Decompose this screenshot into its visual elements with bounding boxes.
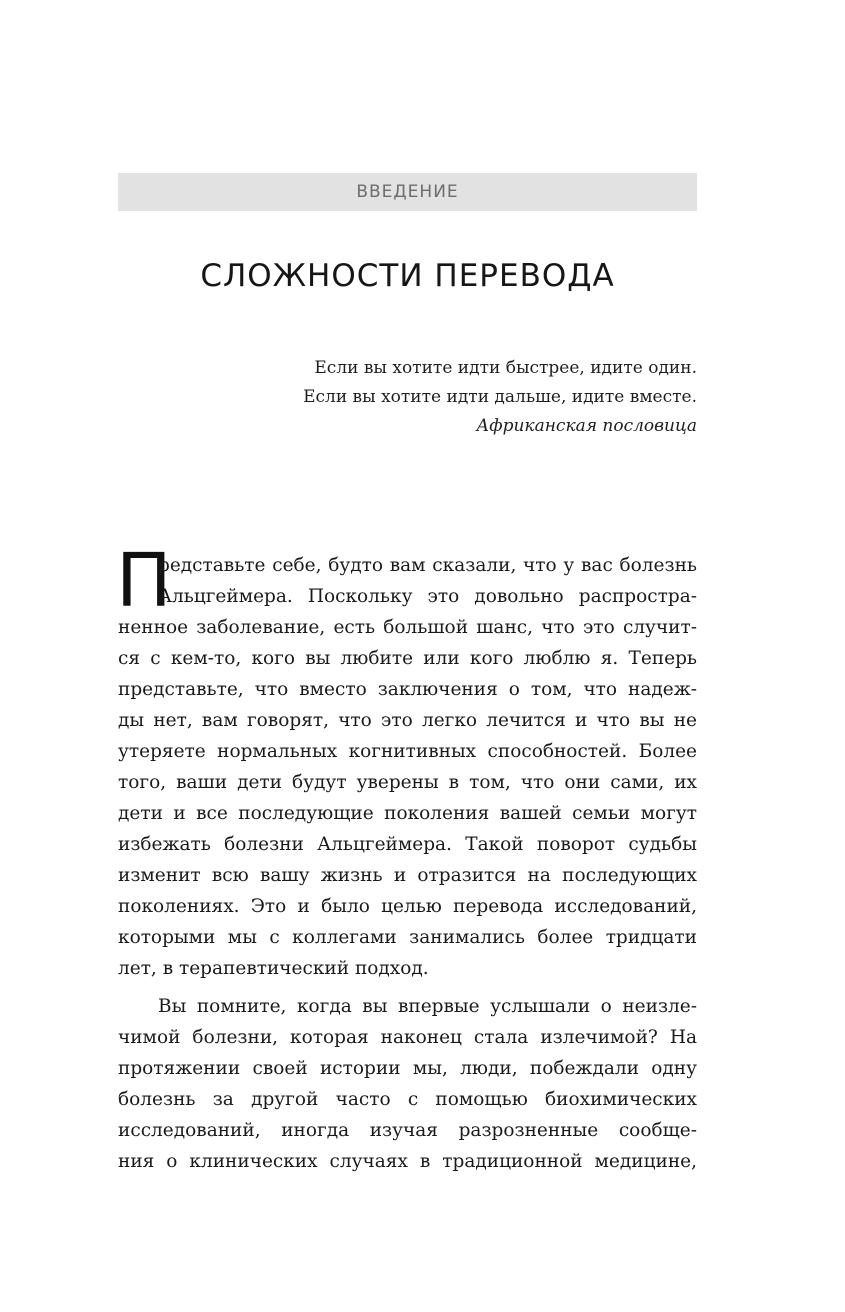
- text-line: ненное заболевание, есть большой шанс, что это случит-: [118, 617, 697, 638]
- text-line: болезнь за другой часто с помощью биохимических: [118, 1089, 697, 1110]
- text-line: лет, в терапевтический подход.: [118, 958, 429, 979]
- text-line: Альцгеймера. Поскольку это довольно распростра-: [158, 586, 697, 607]
- section-header: [118, 173, 697, 211]
- text-line: чимой болезни, которая наконец стала излечимой? На: [118, 1027, 697, 1048]
- paragraph-2: [118, 991, 697, 1177]
- text-line: избежать болезни Альцгеймера. Такой поворот судьбы: [118, 834, 697, 855]
- epigraph: [250, 354, 697, 441]
- paragraph-1: [116, 538, 697, 984]
- section-label: ВВЕДЕНИЕ: [356, 182, 459, 202]
- text-line: ды нет, вам говорят, что это легко лечится и что вы не: [118, 710, 697, 731]
- chapter-title: СЛОЖНОСТИ ПЕРЕВОДА: [200, 258, 615, 294]
- drop-cap: П: [116, 538, 172, 624]
- text-line: редставьте себе, будто вам сказали, что у вас болезнь: [158, 555, 697, 576]
- text-line: дети и все последующие поколения вашей семьи могут: [118, 803, 697, 824]
- text-line: ния о клинических случаях в традиционной медицине,: [118, 1151, 697, 1172]
- text-line: изменит всю вашу жизнь и отразится на последующих: [118, 865, 697, 886]
- epigraph-line: Если вы хотите идти быстрее, идите один.: [314, 358, 697, 378]
- text-line: утеряете нормальных когнитивных способностей. Более: [118, 741, 697, 762]
- text-line: того, ваши дети будут уверены в том, что они сами, их: [118, 772, 697, 793]
- text-line: исследований, иногда изучая разрозненные сообще-: [118, 1120, 697, 1141]
- epigraph-line: Если вы хотите идти дальше, идите вместе.: [303, 387, 697, 407]
- text-line: Вы помните, когда вы впервые услышали о неизле-: [158, 996, 697, 1017]
- epigraph-attribution: Африканская пословица: [476, 416, 697, 436]
- text-line: ся с кем-то, кого вы любите или кого люблю я. Теперь: [118, 648, 697, 669]
- text-line: представьте, что вместо заключения о том, что надеж-: [118, 679, 697, 700]
- text-line: поколениях. Это и было целью перевода исследований,: [118, 896, 697, 917]
- text-line: которыми мы с коллегами занимались более тридцати: [118, 927, 697, 948]
- text-line: протяжении своей истории мы, люди, побеждали одну: [118, 1058, 697, 1079]
